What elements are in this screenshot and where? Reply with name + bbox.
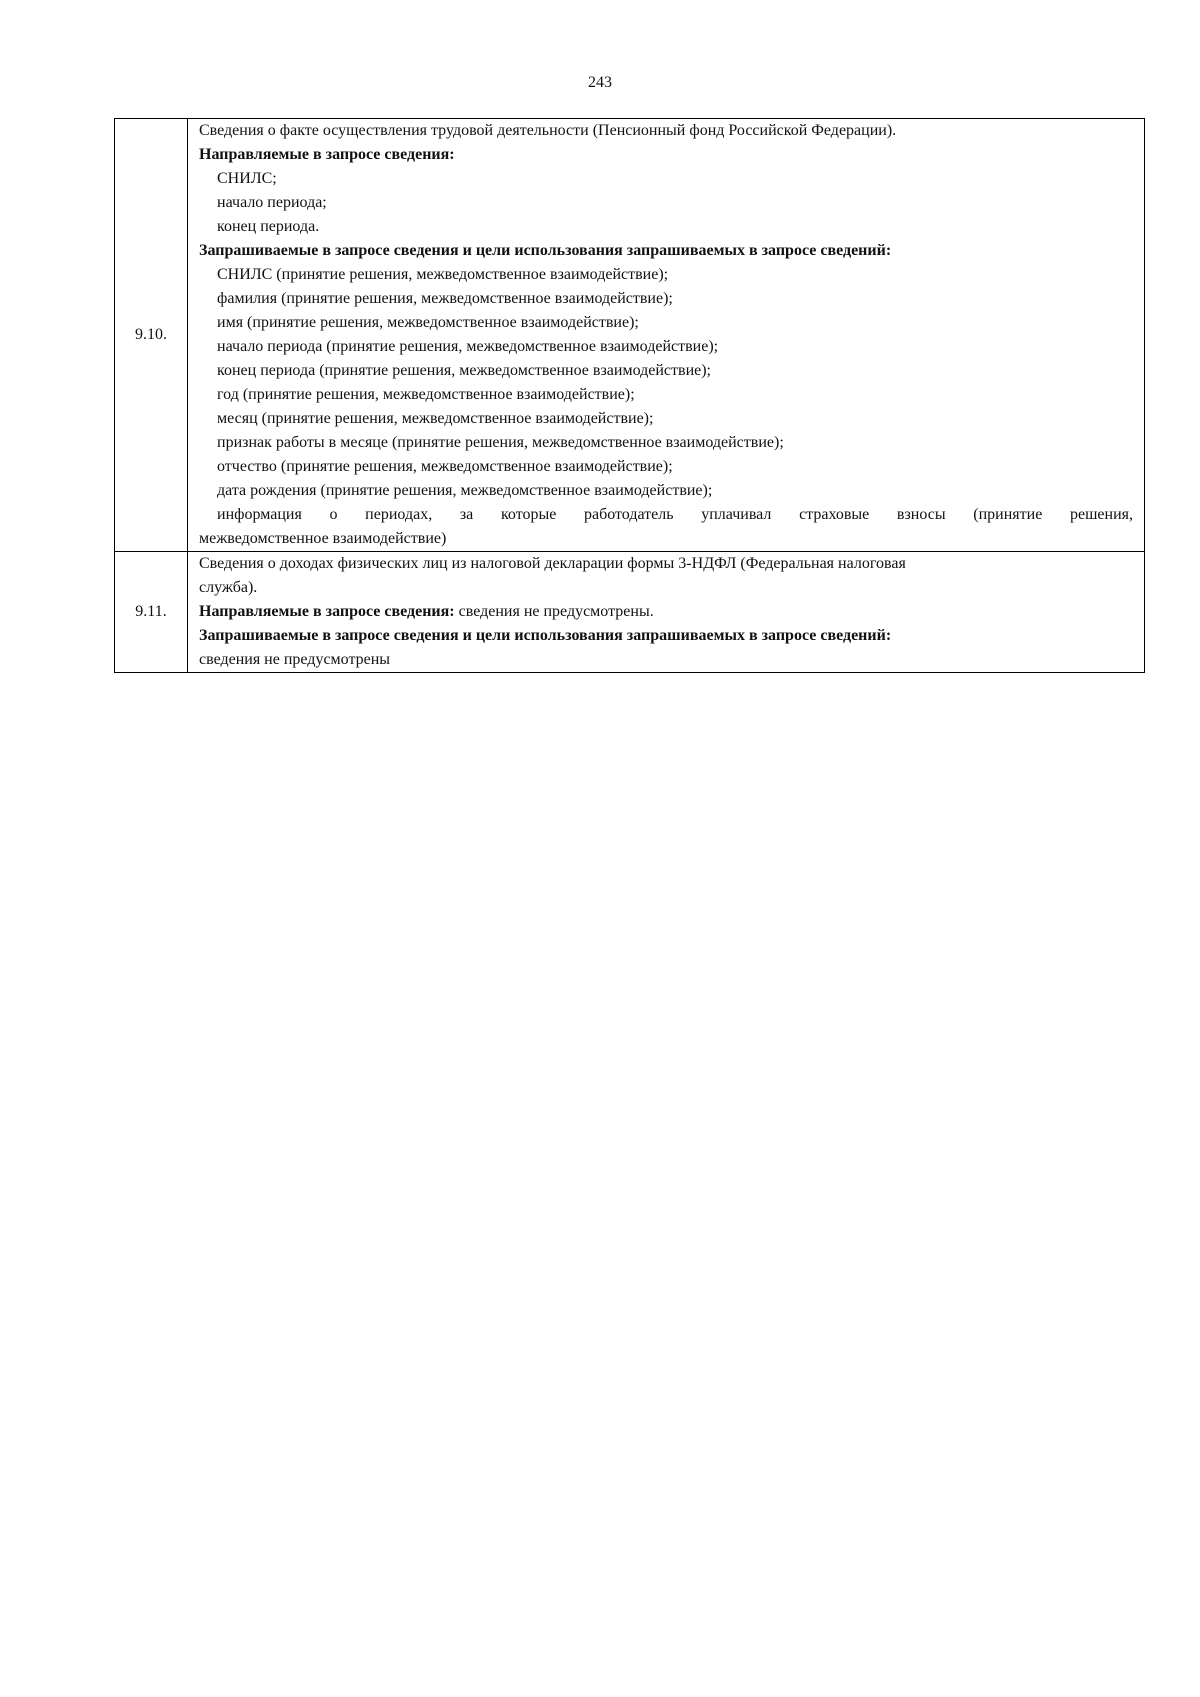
sent-item: начало периода; — [217, 194, 327, 211]
sent-heading: Направляемые в запросе сведения: — [199, 146, 455, 163]
requested-item: дата рождения (принятие решения, межведомственное взаимодействие); — [217, 482, 713, 499]
requested-item: месяц (принятие решения, межведомственное взаимодействие); — [217, 410, 654, 427]
requested-item-periods: информация о периодах, за которые работодатель уплачивал страховые взносы (принятие решения, — [217, 506, 1133, 523]
services-table — [114, 118, 1145, 673]
row-content — [188, 552, 1145, 673]
sent-item: СНИЛС; — [217, 170, 277, 187]
row-title: Сведения о доходах физических лиц из налоговой декларации формы 3-НДФЛ (Федеральная налоговая — [199, 555, 906, 572]
row-number: 9.11. — [115, 552, 188, 673]
sent-heading: Направляемые в запросе сведения: — [199, 603, 455, 620]
requested-item: начало периода (принятие решения, межведомственное взаимодействие); — [217, 338, 719, 355]
requested-value: сведения не предусмотрены — [199, 651, 391, 668]
requested-item: конец периода (принятие решения, межведомственное взаимодействие); — [217, 362, 711, 379]
requested-item: год (принятие решения, межведомственное взаимодействие); — [217, 386, 635, 403]
row-content — [188, 119, 1145, 552]
requested-item: отчество (принятие решения, межведомственное взаимодействие); — [217, 458, 673, 475]
row-title: Сведения о факте осуществления трудовой деятельности (Пенсионный фонд Российской Федерации). — [199, 122, 897, 139]
page-number: 243 — [588, 74, 612, 91]
requested-heading: Запрашиваемые в запросе сведения и цели использования запрашиваемых в запросе сведений: — [199, 627, 892, 644]
requested-item: фамилия (принятие решения, межведомственное взаимодействие); — [217, 290, 673, 307]
requested-item-periods-continued: межведомственное взаимодействие) — [199, 530, 447, 547]
table-row — [115, 119, 1145, 552]
sent-line — [199, 600, 1133, 624]
requested-item: СНИЛС (принятие решения, межведомственное взаимодействие); — [217, 266, 669, 283]
requested-heading: Запрашиваемые в запросе сведения и цели использования запрашиваемых в запросе сведений: — [199, 242, 892, 259]
requested-item: имя (принятие решения, межведомственное взаимодействие); — [217, 314, 639, 331]
sent-item: конец периода. — [217, 218, 320, 235]
requested-item: признак работы в месяце (принятие решения, межведомственное взаимодействие); — [217, 434, 784, 451]
sent-value: сведения не предусмотрены. — [454, 603, 654, 620]
row-title-continued: служба). — [199, 579, 258, 596]
row-number: 9.10. — [115, 119, 188, 552]
table-row — [115, 552, 1145, 673]
